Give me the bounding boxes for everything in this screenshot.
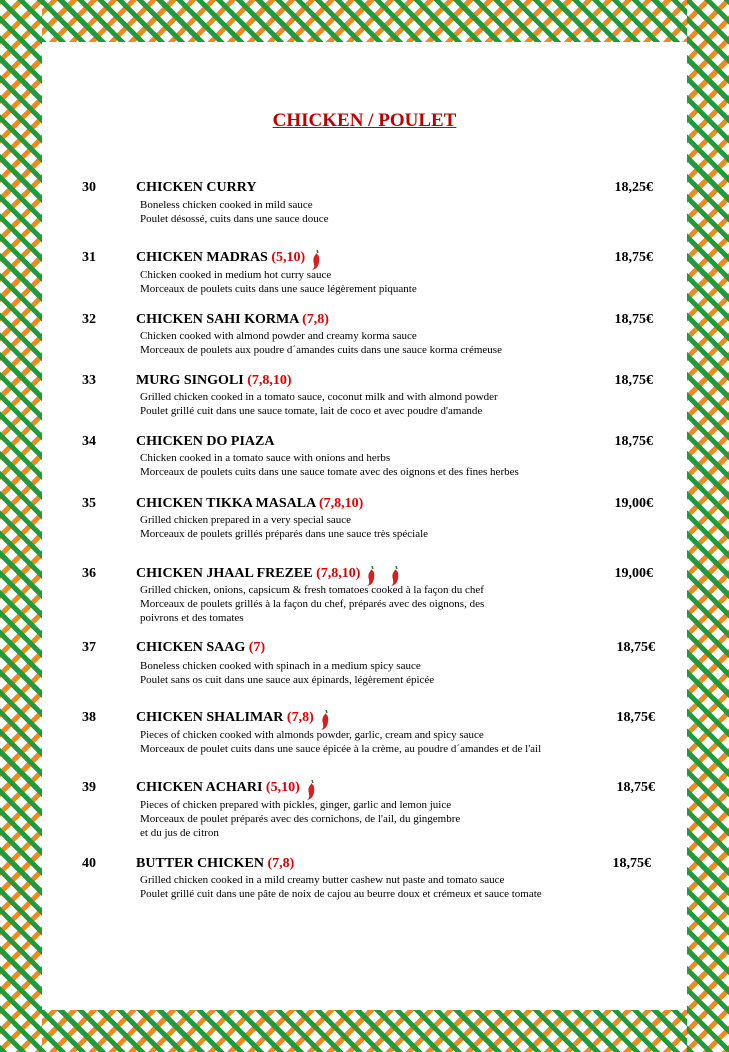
- item-name-wrap: [136, 780, 318, 800]
- item-description-fr: Morceaux de poulets cuits dans une sauce tomate avec des oignons et des fines herbes: [140, 466, 519, 478]
- item-number: 33: [82, 373, 96, 388]
- item-number: 39: [82, 780, 96, 795]
- item-description-fr-cont: poivrons et des tomates: [140, 612, 244, 624]
- item-allergens: (7,8): [302, 312, 329, 327]
- item-name-wrap: [136, 640, 265, 656]
- item-description-en: Chicken cooked with almond powder and creamy korma sauce: [140, 330, 417, 342]
- item-description-en: Grilled chicken, onions, capsicum & fresh tomatoes cooked à la façon du chef: [140, 584, 484, 596]
- item-number: 34: [82, 434, 96, 449]
- item-price: 19,00€: [614, 496, 653, 511]
- item-price: 18,75€: [614, 250, 653, 265]
- item-name: CHICKEN ACHARI: [136, 780, 263, 795]
- item-name-wrap: [136, 434, 274, 450]
- chili-pepper-icon: [311, 250, 323, 270]
- item-description-fr: Poulet grillé cuit dans une sauce tomate, lait de coco et avec poudre d'amande: [140, 405, 483, 417]
- item-number: 32: [82, 312, 96, 327]
- item-description-en: Grilled chicken prepared in a very special sauce: [140, 514, 352, 526]
- item-name-wrap: [136, 496, 363, 512]
- item-description-en: Grilled chicken cooked in a tomato sauce, coconut milk and with almond powder: [140, 391, 498, 403]
- item-price: 18,75€: [616, 780, 655, 795]
- celtic-border-left: [0, 0, 42, 1052]
- item-description-fr: Morceaux de poulets grillés préparés dans une sauce très spéciale: [140, 528, 429, 540]
- item-name-wrap: [136, 710, 332, 730]
- item-allergens: (7,8,10): [247, 373, 292, 388]
- item-name: CHICKEN MADRAS: [136, 250, 268, 265]
- page-title: CHICKEN / POULET: [272, 110, 457, 131]
- item-price: 18,75€: [616, 710, 655, 725]
- item-allergens: (7,8,10): [316, 566, 361, 581]
- celtic-border-right: [687, 0, 729, 1052]
- item-allergens: (7,8): [286, 710, 314, 725]
- item-allergens: (7,8,10): [318, 496, 364, 511]
- item-description-fr: Morceaux de poulets cuits dans une sauce légèrement piquante: [140, 283, 417, 295]
- item-description-en: Grilled chicken cooked in a mild creamy butter cashew nut paste and tomato sauce: [140, 874, 505, 886]
- item-number: 31: [82, 250, 96, 265]
- item-description-fr: Poulet désossé, cuits dans une sauce douce: [140, 213, 329, 225]
- item-name: CHICKEN CURRY: [136, 180, 257, 195]
- celtic-border-top: [0, 0, 729, 42]
- chili-pepper-icon: [306, 780, 318, 800]
- item-name: CHICKEN JHAAL FREZEE: [136, 566, 313, 581]
- item-allergens: (5,10): [265, 780, 300, 795]
- item-number: 30: [82, 180, 96, 195]
- item-name: BUTTER CHICKEN: [136, 856, 264, 871]
- item-description-fr: Morceaux de poulet cuits dans une sauce épicée à la crème, au poudre d´amandes et de l'ail: [140, 743, 542, 755]
- item-price: 19,00€: [614, 566, 653, 581]
- item-allergens: (7): [248, 640, 266, 655]
- item-description-fr: Morceaux de poulet préparés avec des cornichons, de l'ail, du gingembre: [140, 813, 461, 825]
- item-description-en: Pieces of chicken cooked with almonds powder, garlic, cream and spicy sauce: [140, 729, 484, 741]
- item-number: 35: [82, 496, 96, 511]
- item-name-wrap: [136, 180, 256, 196]
- item-name: CHICKEN SHALIMAR: [136, 710, 284, 725]
- item-name-wrap: [136, 250, 323, 270]
- item-number: 36: [82, 566, 96, 581]
- item-description-fr: Morceaux de poulets grillés à la façon du chef, préparés avec des oignons, des: [140, 598, 485, 610]
- item-description-en: Boneless chicken cooked in mild sauce: [140, 199, 313, 211]
- item-name-wrap: [136, 856, 294, 872]
- chili-pepper-icon: [320, 710, 332, 730]
- item-price: 18,75€: [614, 434, 653, 449]
- item-name: CHICKEN TIKKA MASALA: [136, 496, 316, 511]
- item-description-fr: Poulet grillé cuit dans une pâte de noix de cajou au beurre doux et crémeux et sauce tomate: [140, 888, 542, 900]
- item-description-en: Pieces of chicken prepared with pickles, ginger, garlic and lemon juice: [140, 799, 452, 811]
- item-description-fr: Morceaux de poulets aux poudre d´amandes cuits dans une sauce korma crémeuse: [140, 344, 502, 356]
- item-name: CHICKEN SAAG: [136, 640, 246, 655]
- item-price: 18,75€: [614, 373, 653, 388]
- item-number: 40: [82, 856, 96, 871]
- item-name: CHICKEN DO PIAZA: [136, 434, 275, 449]
- item-price: 18,75€: [612, 856, 651, 871]
- celtic-border-bottom: [0, 1010, 729, 1052]
- item-description-en: Boneless chicken cooked with spinach in a medium spicy sauce: [140, 660, 421, 672]
- item-allergens: (7,8): [267, 856, 295, 871]
- item-price: 18,25€: [614, 180, 653, 195]
- item-number: 37: [82, 640, 96, 655]
- item-price: 18,75€: [614, 312, 653, 327]
- item-number: 38: [82, 710, 96, 725]
- item-price: 18,75€: [616, 640, 655, 655]
- item-description-en: Chicken cooked in a tomato sauce with onions and herbs: [140, 452, 391, 464]
- item-allergens: (5,10): [271, 250, 306, 265]
- item-description-fr-cont: et du jus de citron: [140, 827, 219, 839]
- item-name-wrap: [136, 373, 292, 389]
- item-name: MURG SINGOLI: [136, 373, 244, 388]
- item-description-en: Chicken cooked in medium hot curry sauce: [140, 269, 332, 281]
- item-description-fr: Poulet sans os cuit dans une sauce aux épinards, légèrement épicée: [140, 674, 435, 686]
- item-name-wrap: [136, 312, 329, 328]
- item-name: CHICKEN SAHI KORMA: [136, 312, 299, 327]
- menu-page: [42, 42, 687, 1010]
